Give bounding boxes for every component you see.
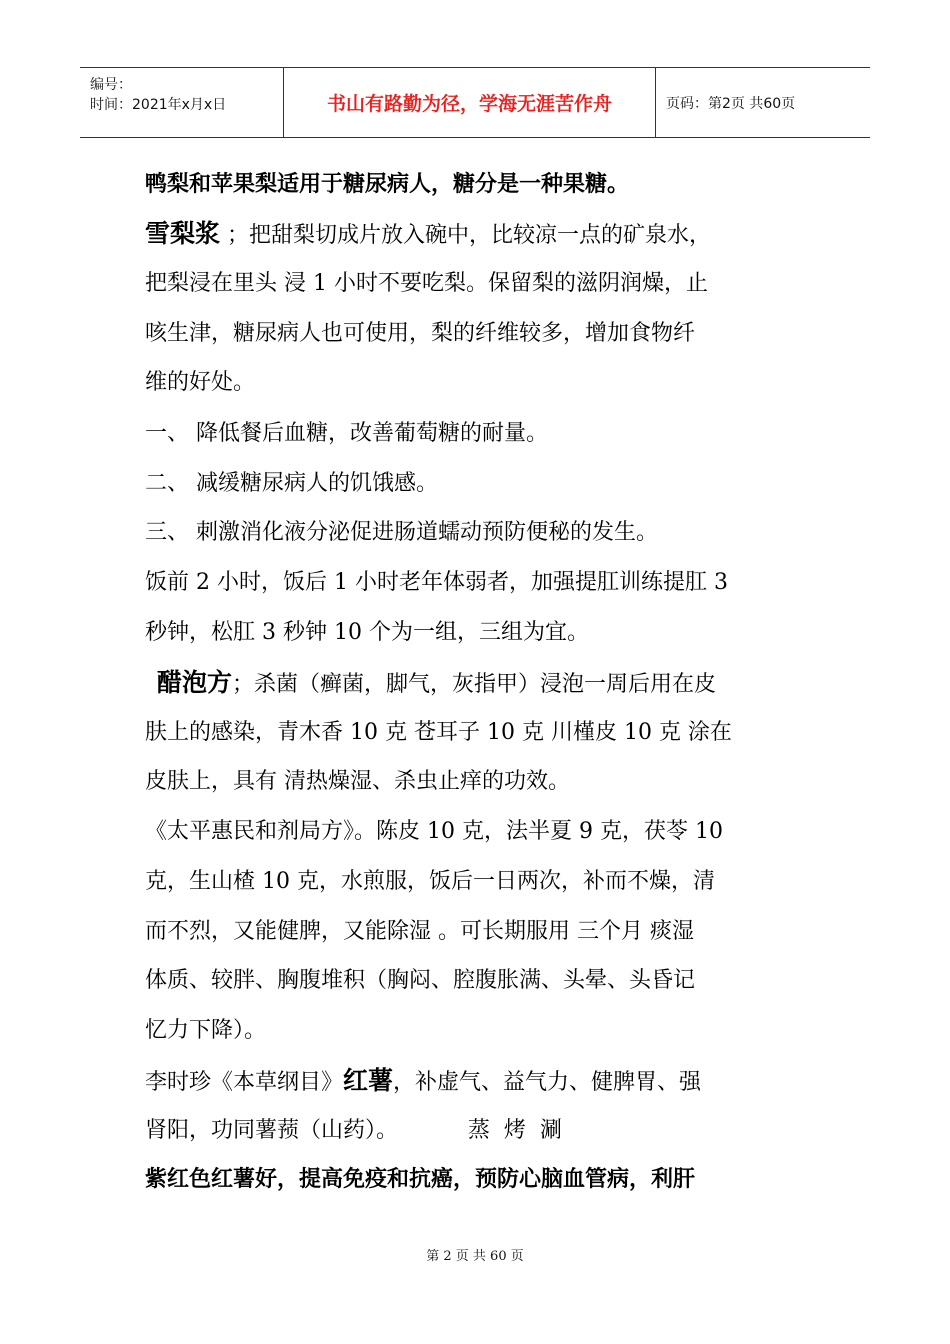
- header-motto: 书山有路勤为径，学海无涯苦作舟: [326, 93, 612, 115]
- text-line: 克，生山楂 10 克，水煎服，饭后一日两次，补而不燥，清: [145, 869, 715, 894]
- text-span: ；把甜梨切成片放入碗中，比较凉一点的矿泉水，: [220, 223, 712, 248]
- text-line: 维的好处。: [145, 370, 256, 395]
- text-line: 鸭梨和苹果梨适用于糖尿病人，糖分是一种果糖。: [145, 172, 630, 197]
- text-line: 忆力下降）。: [145, 1018, 267, 1043]
- text-line: 皮肤上，具有 清热燥湿、杀虫止痒的功效。: [145, 769, 570, 794]
- text-line: 体质、较胖、胸腹堆积（胸闷、腔腹胀满、头晕、头昏记: [145, 968, 696, 993]
- list-item: 二、 减缓糖尿病人的饥饿感。: [145, 471, 438, 496]
- text-line: 咳生津，糖尿病人也可使用，梨的纤维较多，增加食物纤: [145, 321, 696, 346]
- text-span: ，补虚气、益气力、健脾胃、强: [393, 1070, 702, 1095]
- date-label: 时间：2021年x月x日: [90, 97, 227, 113]
- text-line: [145, 1066, 701, 1098]
- keyword-hongshu: 红薯: [343, 1066, 394, 1095]
- text-line: [157, 668, 716, 700]
- page-footer: 第 2 页 共 60 页: [426, 1249, 524, 1264]
- header-meta-cell: [80, 68, 283, 137]
- recipe-title-cupaofang: 醋泡方: [157, 668, 233, 697]
- header-page-info: 页码：第2页 共60页: [666, 95, 796, 112]
- text-line: 肤上的感染，青木香 10 克 苍耳子 10 克 川槿皮 10 克 涂在: [145, 720, 732, 745]
- text-line: 而不烈，又能健脾，又能除湿 。可长期服用 三个月 痰湿: [145, 919, 694, 944]
- list-item: 三、 刺激消化液分泌促进肠道蠕动预防便秘的发生。: [145, 520, 658, 545]
- header-table: [80, 67, 870, 138]
- text-line: 把梨浸在里头 浸 1 小时不要吃梨。保留梨的滋阴润燥，止: [145, 271, 708, 296]
- text-line: 《太平惠民和剂局方》。陈皮 10 克，法半夏 9 克，茯苓 10: [145, 819, 723, 844]
- text-span: ；杀菌（癣菌，脚气，灰指甲）浸泡一周后用在皮: [232, 672, 717, 697]
- text-line: 饭前 2 小时，饭后 1 小时老年体弱者，加强提肛训练提肛 3: [145, 570, 728, 595]
- text-line: [145, 219, 711, 251]
- text-line: 秒钟，松肛 3 秒钟 10 个为一组，三组为宜。: [145, 620, 589, 645]
- number-label: 编号：: [90, 77, 132, 93]
- text-line: 肾阳，功同薯蓣（山药）。 蒸 烤 涮: [145, 1118, 562, 1143]
- recipe-title-xuelijiang: 雪梨浆: [145, 219, 221, 248]
- text-line: 紫红色红薯好，提高免疫和抗癌，预防心脑血管病，利肝: [145, 1167, 696, 1192]
- list-item: 一、 降低餐后血糖，改善葡萄糖的耐量。: [145, 421, 548, 446]
- text-span: 李时珍《本草纲目》: [145, 1070, 344, 1095]
